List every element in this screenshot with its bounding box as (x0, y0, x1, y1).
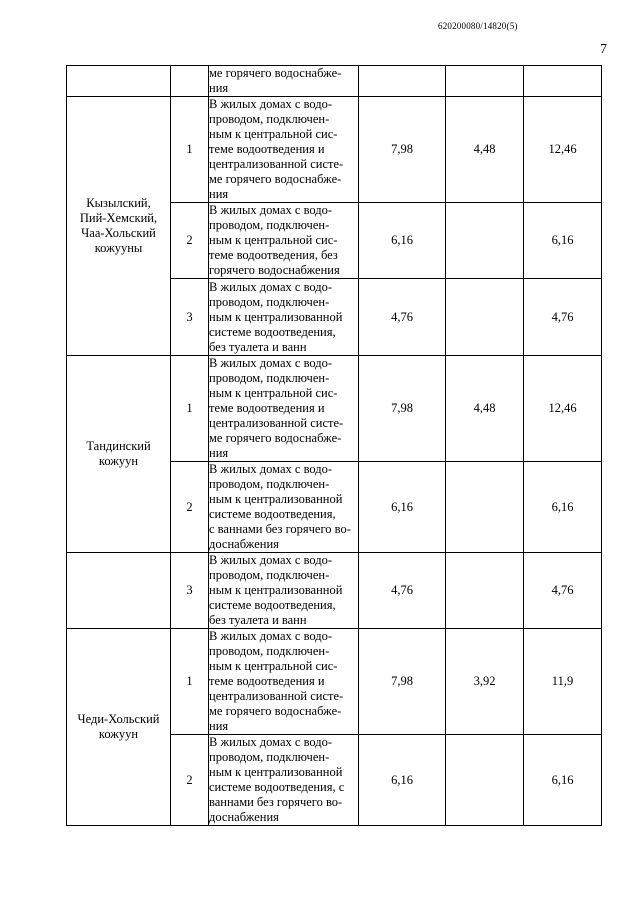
housing-description: В жилых домах с водо- проводом, подключен- ным к центральной сис- теме водоотведения и централизованной систе- ме горячего водоснабже- ния (209, 356, 359, 462)
housing-description: ме горячего водоснабже- ния (209, 66, 359, 97)
value-cell-1: 7,98 (359, 629, 446, 735)
housing-description: В жилых домах с водо- проводом, подключен- ным к централизованной системе водоотведения, с ваннами без горячего во- доснабжения (209, 735, 359, 826)
document-code: 620200080/14820(5) (438, 21, 518, 31)
value-cell-1: 6,16 (359, 462, 446, 553)
table-row (67, 356, 602, 462)
value-cell-1 (359, 66, 446, 97)
value-cell-1: 7,98 (359, 356, 446, 462)
housing-description: В жилых домах с водо- проводом, подключен- ным к централизованной системе водоотведения, без туалета и ванн (209, 279, 359, 356)
value-cell-1: 7,98 (359, 97, 446, 203)
row-number: 3 (171, 279, 209, 356)
value-cell-2 (446, 553, 524, 629)
row-number: 1 (171, 97, 209, 203)
value-cell-2: 4,48 (446, 356, 524, 462)
region-cell (67, 553, 171, 629)
value-cell-2: 3,92 (446, 629, 524, 735)
table-row (67, 66, 602, 97)
value-cell-2 (446, 279, 524, 356)
housing-description: В жилых домах с водо- проводом, подключен- ным к централизованной системе водоотведения, с ваннами без горячего во- доснабжения (209, 462, 359, 553)
housing-description: В жилых домах с водо- проводом, подключен- ным к центральной сис- теме водоотведения, без горячего водоснабжения (209, 203, 359, 279)
value-cell-3: 4,76 (524, 279, 602, 356)
row-number: 2 (171, 735, 209, 826)
table-row (67, 553, 602, 629)
row-number: 3 (171, 553, 209, 629)
value-cell-3: 6,16 (524, 735, 602, 826)
value-cell-3: 4,76 (524, 553, 602, 629)
table-row (67, 629, 602, 735)
region-cell: Чеди-Хольский кожуун (67, 629, 171, 826)
value-cell-3: 12,46 (524, 356, 602, 462)
row-number: 1 (171, 356, 209, 462)
row-number: 2 (171, 462, 209, 553)
region-cell (67, 66, 171, 97)
value-cell-3: 6,16 (524, 462, 602, 553)
value-cell-1: 4,76 (359, 279, 446, 356)
table-row (67, 97, 602, 203)
housing-description: В жилых домах с водо- проводом, подключен- ным к центральной сис- теме водоотведения и централизованной систе- ме горячего водоснабже- ния (209, 97, 359, 203)
value-cell-2: 4,48 (446, 97, 524, 203)
row-number: 2 (171, 203, 209, 279)
row-number (171, 66, 209, 97)
region-cell: Кызылский, Пий-Хемский, Чаа-Хольский кожууны (67, 97, 171, 356)
value-cell-2 (446, 462, 524, 553)
value-cell-1: 6,16 (359, 735, 446, 826)
value-cell-1: 6,16 (359, 203, 446, 279)
page-number: 7 (600, 42, 607, 57)
value-cell-2 (446, 735, 524, 826)
value-cell-1: 4,76 (359, 553, 446, 629)
value-cell-3: 11,9 (524, 629, 602, 735)
region-cell: Тандинский кожуун (67, 356, 171, 553)
housing-description: В жилых домах с водо- проводом, подключен- ным к центральной сис- теме водоотведения и централизованной систе- ме горячего водоснабже- ния (209, 629, 359, 735)
row-number: 1 (171, 629, 209, 735)
value-cell-2 (446, 66, 524, 97)
housing-description: В жилых домах с водо- проводом, подключен- ным к централизованной системе водоотведения, без туалета и ванн (209, 553, 359, 629)
value-cell-2 (446, 203, 524, 279)
tariff-table (66, 65, 602, 826)
value-cell-3: 6,16 (524, 203, 602, 279)
value-cell-3: 12,46 (524, 97, 602, 203)
value-cell-3 (524, 66, 602, 97)
